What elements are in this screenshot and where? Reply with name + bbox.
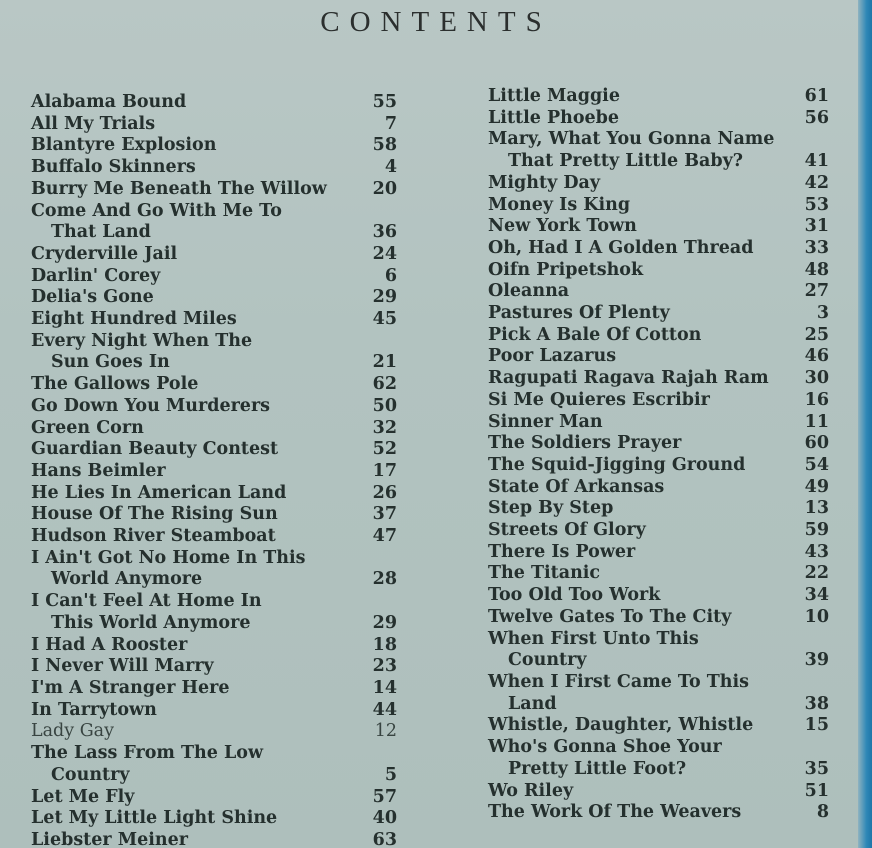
page-number: 35 [804, 758, 829, 779]
toc-entry [488, 477, 833, 499]
toc-entry [31, 244, 401, 266]
page-number: 4 [384, 157, 397, 178]
toc-entry [31, 504, 401, 526]
toc-entry [488, 195, 833, 217]
toc-entry [31, 266, 401, 288]
song-title-continued: World Anymore [51, 569, 203, 590]
toc-entry [488, 346, 833, 368]
toc-entry [31, 135, 401, 157]
song-title-continued: Land [508, 693, 557, 714]
page-number: 29 [372, 287, 397, 308]
toc-entry [31, 743, 401, 786]
toc-entry [31, 808, 401, 830]
song-title: I Had A Rooster [31, 634, 188, 655]
toc-entry [488, 629, 833, 672]
song-title-continued: This World Anymore [51, 612, 251, 633]
page-number: 61 [804, 86, 829, 106]
song-title: He Lies In American Land [31, 482, 287, 503]
page-number: 7 [384, 113, 397, 134]
toc-entry [31, 331, 401, 374]
toc-entry [31, 591, 401, 634]
song-title: When I First Came To This [488, 671, 749, 692]
page-number: 49 [804, 476, 829, 497]
toc-entry [31, 396, 401, 418]
page-number: 27 [804, 281, 829, 302]
page-number: 8 [816, 802, 829, 823]
toc-entry [488, 433, 833, 455]
song-title: Money Is King [488, 194, 631, 215]
toc-entry [488, 281, 833, 303]
page-number: 57 [372, 786, 397, 807]
page-number: 22 [804, 563, 829, 584]
page-number: 16 [804, 389, 829, 410]
page-number: 23 [372, 656, 397, 677]
song-title: The Soldiers Prayer [488, 433, 682, 454]
page-number: 30 [804, 368, 829, 389]
page-number: 17 [372, 460, 397, 481]
song-title: Who's Gonna Shoe Your [488, 737, 722, 758]
page-number: 10 [804, 606, 829, 627]
page-number: 46 [804, 346, 829, 367]
song-title-continued: Country [508, 650, 587, 671]
page-number: 24 [372, 243, 397, 264]
contents-right-column [488, 86, 833, 824]
toc-entry [488, 672, 833, 715]
toc-entry [488, 260, 833, 282]
toc-entry [488, 216, 833, 238]
toc-entry [488, 737, 833, 780]
toc-entry [488, 173, 833, 195]
page-number: 20 [372, 178, 397, 199]
song-title: Go Down You Murderers [31, 395, 271, 416]
contents-left-column [31, 92, 401, 848]
page-number: 18 [372, 634, 397, 655]
page-number: 13 [804, 498, 829, 519]
page-number: 62 [372, 374, 397, 395]
toc-entry [488, 520, 833, 542]
page-number: 39 [804, 650, 829, 671]
page-number: 29 [372, 612, 397, 633]
page-number: 55 [372, 92, 397, 112]
toc-entry [31, 418, 401, 440]
page-number: 21 [372, 352, 397, 373]
song-title: Liebster Meiner [31, 829, 188, 848]
page-number: 6 [384, 265, 397, 286]
song-title: Oifn Pripetshok [488, 259, 644, 280]
song-title-continued: Sun Goes In [51, 352, 170, 373]
toc-entry [488, 390, 833, 412]
page-number: 31 [804, 216, 829, 237]
song-title: Too Old Too Work [488, 585, 661, 606]
song-title: Wo Riley [488, 780, 574, 801]
toc-entry [488, 108, 833, 130]
toc-entry [31, 157, 401, 179]
toc-entry [488, 303, 833, 325]
page-number: 12 [374, 721, 397, 742]
song-title: Little Phoebe [488, 107, 620, 128]
toc-entry [488, 455, 833, 477]
toc-entry [31, 114, 401, 136]
toc-entry [31, 461, 401, 483]
page-number: 28 [372, 569, 397, 590]
song-title: Oh, Had I A Golden Thread [488, 237, 754, 258]
song-title: I Ain't Got No Home In This [31, 547, 306, 568]
page-number: 47 [372, 526, 397, 547]
page-number: 48 [804, 259, 829, 280]
song-title: Hans Beimler [31, 460, 166, 481]
song-title: Come And Go With Me To [31, 200, 282, 221]
toc-entry [488, 585, 833, 607]
toc-entry [488, 715, 833, 737]
song-title: All My Trials [31, 113, 156, 134]
song-title-continued: That Pretty Little Baby? [508, 151, 743, 172]
song-title: Pastures Of Plenty [488, 303, 670, 324]
song-title: Buffalo Skinners [31, 157, 196, 178]
song-title: Let Me Fly [31, 786, 135, 807]
song-title: Poor Lazarus [488, 346, 617, 367]
song-title: State Of Arkansas [488, 476, 665, 497]
toc-entry [31, 526, 401, 548]
toc-entry [488, 542, 833, 564]
song-title: Ragupati Ragava Rajah Ram [488, 368, 769, 389]
page-number: 41 [804, 151, 829, 172]
page-number: 51 [804, 780, 829, 801]
song-title-continued: That Land [51, 222, 151, 243]
song-title: Step By Step [488, 498, 614, 519]
toc-entry [488, 802, 833, 824]
song-title: The Titanic [488, 563, 601, 584]
song-title: Pick A Bale Of Cotton [488, 324, 702, 345]
toc-entry [31, 678, 401, 700]
song-title: Burry Me Beneath The Willow [31, 178, 327, 199]
page-number: 38 [804, 693, 829, 714]
toc-entry [488, 412, 833, 434]
page-number: 50 [372, 395, 397, 416]
toc-entry [31, 309, 401, 331]
song-title: Twelve Gates To The City [488, 606, 732, 627]
page-number: 34 [804, 585, 829, 606]
song-title: Streets Of Glory [488, 520, 646, 541]
page-number: 59 [804, 520, 829, 541]
page-number: 26 [372, 482, 397, 503]
page-number: 40 [372, 808, 397, 829]
song-title: Cryderville Jail [31, 243, 178, 264]
song-title: Hudson River Steamboat [31, 526, 276, 547]
page-number: 54 [804, 454, 829, 475]
song-title: Mary, What You Gonna Name [488, 129, 775, 150]
page-number: 53 [804, 194, 829, 215]
song-title: Little Maggie [488, 86, 620, 106]
toc-entry [488, 325, 833, 347]
song-title: I Never Will Marry [31, 656, 214, 677]
song-title: Mighty Day [488, 172, 601, 193]
toc-entry [31, 92, 401, 114]
song-title: In Tarrytown [31, 699, 157, 720]
song-title: Every Night When The [31, 330, 253, 351]
contents-title: CONTENTS [320, 6, 552, 38]
song-title: Oleanna [488, 281, 570, 302]
song-title: The Lass From The Low [31, 743, 264, 764]
song-title: Alabama Bound [31, 92, 187, 112]
page-number: 25 [804, 324, 829, 345]
toc-entry [31, 700, 401, 722]
page-number: 58 [372, 135, 397, 156]
page-number: 14 [372, 677, 397, 698]
toc-entry [488, 129, 833, 172]
page-edge [858, 0, 872, 848]
toc-entry [488, 563, 833, 585]
page-number: 11 [804, 411, 829, 432]
song-title-continued: Country [51, 764, 130, 785]
song-title: Delia's Gone [31, 287, 154, 308]
toc-entry [488, 781, 833, 803]
toc-entry [31, 201, 401, 244]
song-title-continued: Pretty Little Foot? [508, 758, 687, 779]
song-title: The Squid-Jigging Ground [488, 454, 746, 475]
song-title: I Can't Feel At Home In [31, 591, 262, 612]
song-title: Darlin' Corey [31, 265, 161, 286]
page-number: 52 [372, 439, 397, 460]
song-title: Let My Little Light Shine [31, 808, 278, 829]
song-title: Guardian Beauty Contest [31, 439, 279, 460]
song-title: House Of The Rising Sun [31, 504, 278, 525]
toc-entry [31, 635, 401, 657]
toc-entry [31, 721, 401, 743]
song-title: The Work Of The Weavers [488, 802, 742, 823]
page-number: 43 [804, 541, 829, 562]
toc-entry [488, 607, 833, 629]
page-number: 45 [372, 309, 397, 330]
page-number: 37 [372, 504, 397, 525]
page-number: 63 [372, 829, 397, 848]
toc-entry [31, 787, 401, 809]
page-number: 36 [372, 222, 397, 243]
toc-entry [488, 368, 833, 390]
page-number: 44 [372, 699, 397, 720]
toc-entry [31, 179, 401, 201]
toc-entry [31, 439, 401, 461]
page-number: 56 [804, 107, 829, 128]
toc-entry [31, 830, 401, 848]
page-number: 42 [804, 172, 829, 193]
toc-entry [31, 374, 401, 396]
song-title: The Gallows Pole [31, 374, 199, 395]
toc-entry [488, 498, 833, 520]
song-title: I'm A Stranger Here [31, 677, 230, 698]
song-title: New York Town [488, 216, 637, 237]
song-title: Blantyre Explosion [31, 135, 217, 156]
toc-entry [488, 238, 833, 260]
song-title: Green Corn [31, 417, 144, 438]
page-number: 5 [384, 764, 397, 785]
page-number: 33 [804, 237, 829, 258]
song-title: When First Unto This [488, 628, 699, 649]
toc-entry [31, 483, 401, 505]
toc-entry [488, 86, 833, 108]
song-title: Sinner Man [488, 411, 603, 432]
song-title: Si Me Quieres Escribir [488, 389, 710, 410]
toc-entry [31, 287, 401, 309]
song-title: There Is Power [488, 541, 636, 562]
song-title: Lady Gay [31, 721, 115, 742]
page-number: 32 [372, 417, 397, 438]
song-title: Whistle, Daughter, Whistle [488, 715, 754, 736]
toc-entry [31, 548, 401, 591]
toc-entry [31, 656, 401, 678]
song-title: Eight Hundred Miles [31, 309, 237, 330]
page-number: 60 [804, 433, 829, 454]
page-number: 3 [816, 303, 829, 324]
page-number: 15 [804, 715, 829, 736]
